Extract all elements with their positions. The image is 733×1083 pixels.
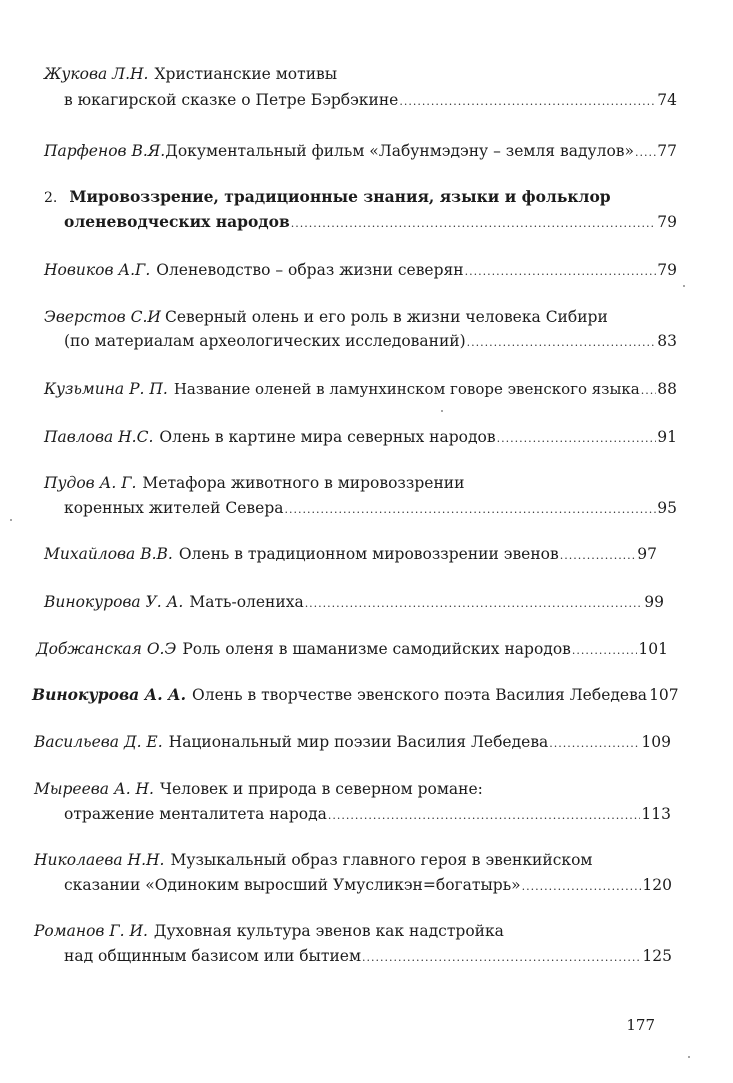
toc-entry-page: 107 <box>649 686 679 704</box>
toc-leader-dots <box>285 499 657 521</box>
toc-entry-title: Музыкальный образ главного героя в эвенкийском <box>170 851 593 869</box>
toc-entry-author: Павлова Н.С. <box>44 428 154 446</box>
toc-entry-line <box>44 472 464 494</box>
toc-entry-line <box>64 874 672 896</box>
toc-entry-page: 109 <box>641 733 671 751</box>
toc-entry-title: (по материалам археологических исследований) <box>64 332 466 350</box>
toc-entry-page: 77 <box>657 142 677 160</box>
toc-leader-dots <box>305 593 644 615</box>
toc-entry-title: Человек и природа в северном романе: <box>160 780 483 798</box>
toc-entry-page: 79 <box>657 261 677 279</box>
toc-entry-title: Оленеводство – образ жизни северян <box>156 261 464 279</box>
toc-entry-line <box>34 778 483 800</box>
toc-leader-dots <box>399 91 656 113</box>
toc-entry-line <box>36 638 668 660</box>
toc-entry-title: отражение менталитета народа <box>64 805 327 823</box>
toc-section-line <box>64 211 677 233</box>
toc-entry-author: Винокурова А. А. <box>32 685 187 704</box>
toc-leader-dots <box>465 261 657 283</box>
toc-section-title: Мировоззрение, традиционные знания, языки и фольклор <box>69 187 611 206</box>
toc-entry-author: Добжанская О.Э <box>36 640 177 658</box>
scan-speck <box>688 1056 690 1058</box>
toc-entry-page: 88 <box>657 380 677 398</box>
toc-entry-title: сказании «Одиноким выросший Умусликэн=богатырь» <box>64 876 521 894</box>
toc-entry-page: 97 <box>637 545 657 563</box>
toc-section-number: 2. <box>44 190 58 206</box>
toc-entry-page: 120 <box>642 876 672 894</box>
toc-leader-dots <box>362 947 641 969</box>
toc-entry-line <box>44 259 677 281</box>
toc-entry-page: 113 <box>641 805 671 823</box>
toc-leader-dots <box>522 876 642 898</box>
toc-entry-title: Роль оленя в шаманизме самодийских народов <box>182 640 571 658</box>
toc-leader-dots <box>497 428 657 450</box>
toc-entry-title: Название оленей в ламунхинском говоре эвенского языка <box>173 380 640 398</box>
toc-entry-page: 83 <box>657 332 677 350</box>
toc-entry-title: Северный олень и его роль в жизни человека Сибири <box>164 308 608 326</box>
toc-entry-title: Национальный мир поэзии Василия Лебедева <box>168 733 549 751</box>
toc-leader-dots <box>572 640 638 662</box>
toc-entry-title: над общинным базисом или бытием <box>64 947 362 965</box>
toc-entry-page: 99 <box>644 593 664 611</box>
toc-entry-author: Романов Г. И. <box>34 922 148 940</box>
toc-entry-author: Парфенов В.Я. <box>44 142 166 160</box>
toc-entry-author: Новиков А.Г. <box>44 261 151 279</box>
toc-entry-author: Эверстов С.И <box>44 308 161 326</box>
toc-leader-dots <box>635 142 656 164</box>
toc-entry-page: 91 <box>657 428 677 446</box>
toc-entry-title: Христианские мотивы <box>154 65 338 83</box>
toc-entry-author: Николаева Н.Н. <box>34 851 165 869</box>
scan-speck <box>10 519 12 521</box>
toc-entry-author: Михайлова В.В. <box>44 545 173 563</box>
scan-speck <box>441 410 443 412</box>
toc-entry-line <box>44 306 608 328</box>
scan-speck <box>683 285 685 287</box>
page-number: 177 <box>626 1016 655 1034</box>
toc-entry-line <box>44 426 677 448</box>
toc-entry-line <box>34 849 592 871</box>
toc-section-line <box>44 186 611 208</box>
toc-entry-title: коренных жителей Севера <box>64 499 284 517</box>
toc-entry-line <box>64 945 672 967</box>
toc-leader-dots <box>467 332 657 354</box>
toc-entry-author: Кузьмина Р. П. <box>44 380 168 398</box>
toc-entry-author: Винокурова У. А. <box>44 593 184 611</box>
toc-entry-author: Жукова Л.Н. <box>44 65 149 83</box>
toc-entry-line <box>44 591 664 613</box>
toc-entry-line <box>64 89 677 111</box>
toc-entry-title: Мать-олениха <box>189 593 304 611</box>
toc-entry-line <box>64 803 671 825</box>
toc-entry-title: Олень в традиционном мировоззрении эвенов <box>178 545 559 563</box>
toc-entry-title: Документальный фильм «Лабунмэдэну – земля вадулов» <box>165 142 635 160</box>
toc-entry-line <box>32 684 679 706</box>
toc-entry-page: 95 <box>657 499 677 517</box>
toc-entry-line <box>34 731 671 753</box>
toc-leader-dots <box>549 733 640 755</box>
toc-entry-line <box>44 543 657 565</box>
toc-leader-dots <box>328 805 640 827</box>
toc-entry-line <box>44 378 677 400</box>
toc-entry-title: Метафора животного в мировоззрении <box>142 474 465 492</box>
toc-entry-title: Олень в картине мира северных народов <box>159 428 496 446</box>
toc-entry-author: Мыреева А. Н. <box>34 780 154 798</box>
toc-entry-line <box>44 63 337 85</box>
toc-entry-title: Духовная культура эвенов как надстройка <box>153 922 504 940</box>
toc-section-title: оленеводческих народов <box>64 212 290 231</box>
toc-entry-line <box>34 920 504 942</box>
toc-entry-author: Васильева Д. Е. <box>34 733 163 751</box>
toc-entry-line <box>44 140 677 162</box>
toc-entry-page: 125 <box>642 947 672 965</box>
toc-entry-line <box>64 330 677 352</box>
toc-section-page: 79 <box>657 213 677 231</box>
toc-entry-page: 74 <box>657 91 677 109</box>
toc-leader-dots <box>641 380 657 402</box>
toc-entry-page: 101 <box>638 640 668 658</box>
toc-entry-author: Пудов А. Г. <box>44 474 137 492</box>
toc-entry-line <box>64 497 677 519</box>
toc-leader-dots <box>560 545 637 567</box>
toc-entry-title: в юкагирской сказке о Петре Бэрбэкине <box>64 91 399 109</box>
toc-entry-title: Олень в творчестве эвенского поэта Василия Лебедева <box>192 686 648 704</box>
toc-leader-dots <box>291 213 657 235</box>
